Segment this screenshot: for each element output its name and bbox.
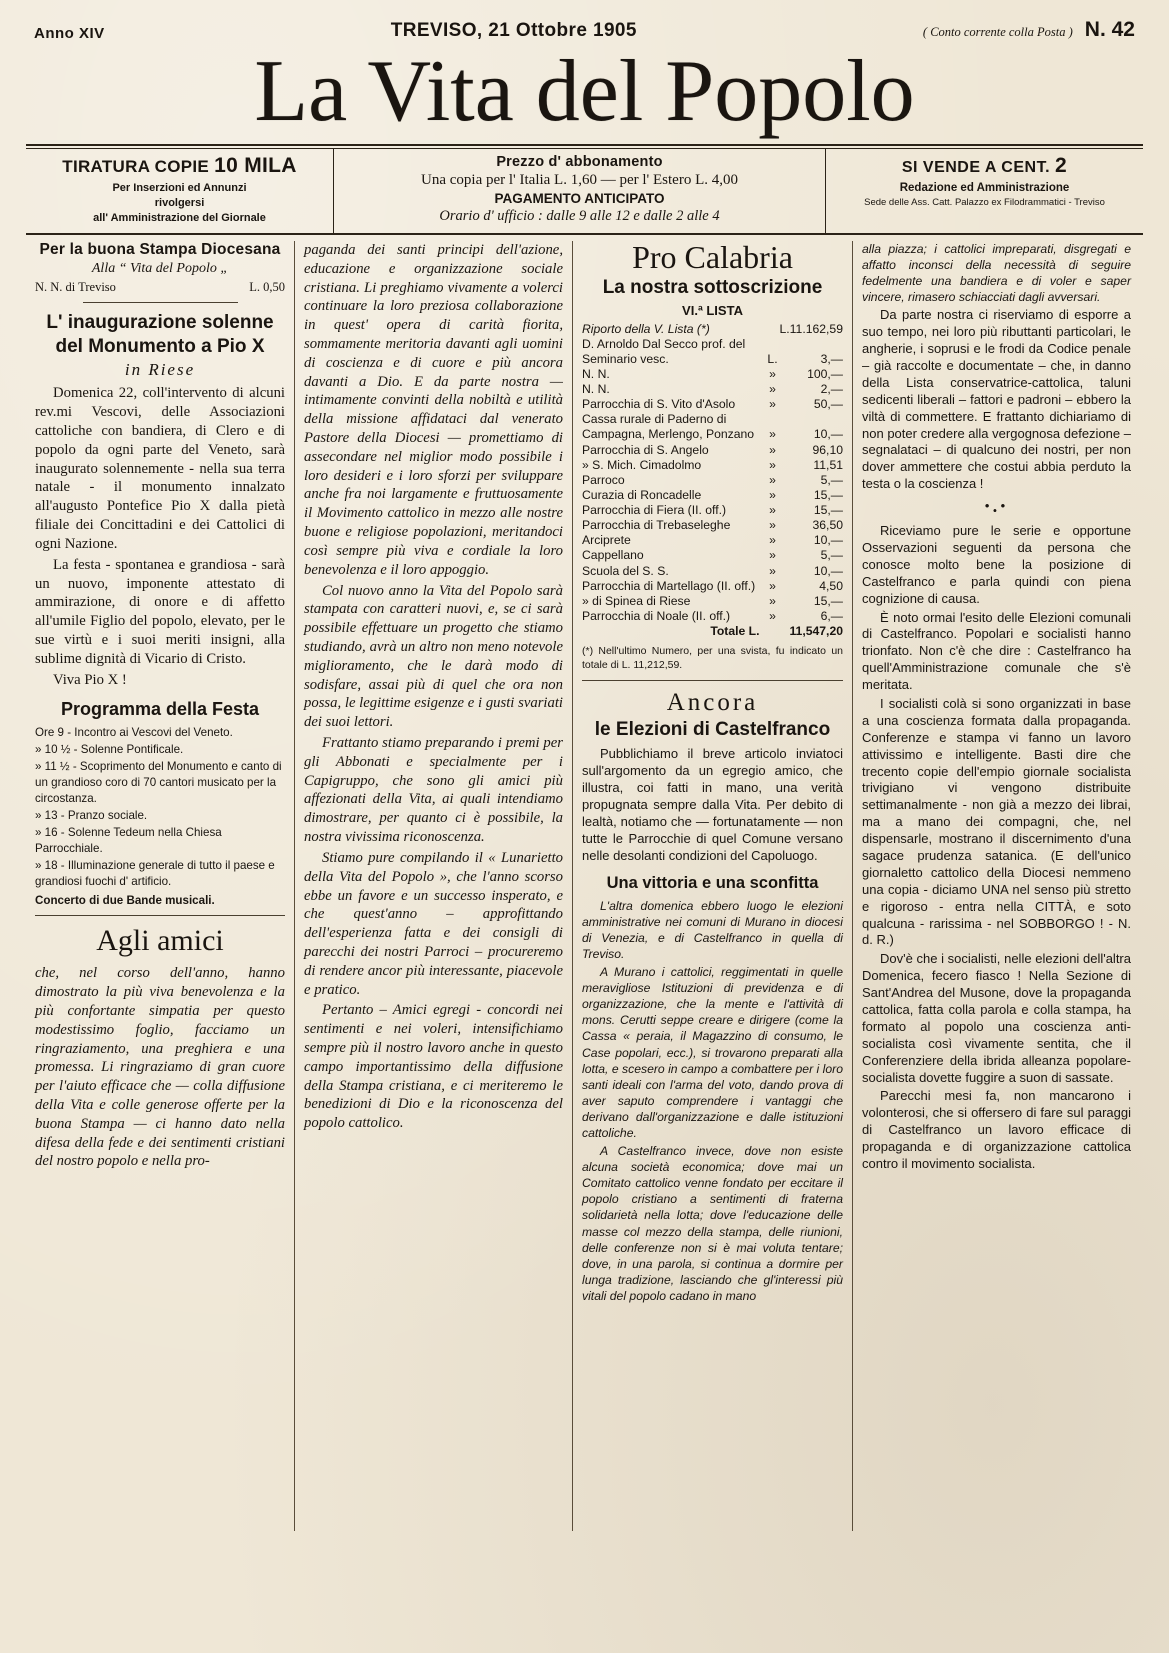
- col2-paragraph-3: Frattanto stiamo preparando i premi per gli Abbonati e specialmente per i Capigruppo, che sono gli amici più affezionati della Vita, ai quali intendiamo dimostrare, per quanto ci è possibile, la nostra vivissima riconoscenza.: [304, 735, 563, 846]
- amount: 3,—: [820, 351, 843, 366]
- column-1: [26, 241, 294, 1531]
- pro-calabria-title: Pro Calabria: [632, 238, 793, 275]
- agli-amici-paragraph-1: che, nel corso dell'anno, hanno dimostrato la più viva benevolenza e la più confortante simpatia per questo modestissimo foglio, facciamo un ringraziamento, una preghiera e una promessa. Li ringraziamo di gran cuore per l'aiuto efficace che — colla diffusione della Vita e colle generose offerte per la buona Stampa — ci hanno dato nella difesa della fede e dei sentimenti cristiani del nostro popolo e nella pro-: [35, 965, 285, 1170]
- donor-name: Parroco: [582, 472, 625, 487]
- vittoria-paragraph-1: L'altra domenica ebbero luogo le elezioni amministrative nei comuni di Murano in diocesi di Venezia, e di Castelfranco in quella di Treviso.: [582, 898, 843, 961]
- currency: »: [769, 578, 776, 593]
- vittoria-paragraph-2: A Murano i cattolici, reggimentati in quelle meravigliose Istituzioni di previdenza e di organizzazione, che la mente e l'attività di mons. Cerutti seppe creare e dirigere (come la Cassa « peraia, il Magazzino di consumo, le Case popolari, ecc.), si trovarono preparati alla lotta, e scesero in campo a combattere per i loro santi ideali con l'arma del voto, dando prova di aver saputo comprendere i vantaggi che derivano dall'organizzazione e dalle istituzioni cattoliche.: [582, 965, 843, 1140]
- table-row: [582, 518, 843, 533]
- list-item: » 10 ½ - Solenne Pontificale.: [35, 743, 184, 757]
- subscription-title: Prezzo d' abbonamento: [496, 154, 663, 171]
- list-number-label: VI.ª LISTA: [682, 302, 743, 318]
- monument-headline-1: L' inaugurazione solenne: [46, 311, 274, 333]
- donor-name: Parrocchia di Trebaseleghe: [582, 518, 731, 533]
- donor-name: Parrocchia di S. Angelo: [582, 442, 709, 457]
- circulation-value: 10 MILA: [214, 154, 297, 178]
- table-row: [582, 473, 843, 488]
- currency: »: [769, 608, 776, 623]
- col4-paragraph-4: È noto ormai l'esito delle Elezioni comunali di Castelfranco. Popolari e socialisti hanno trionfato. Non c'è che dire : Castelfranco ha quell'Amministrazione comunale che s'è meritata.: [862, 609, 1131, 693]
- table-row: [582, 488, 843, 503]
- col4-paragraph-2: Da parte nostra ci riserviamo di esporre a suo tempo, nei loro più ributtanti particolari, le angherie, i soprusi e le frodi da Codice penale – già raccolte e documentate – che, in danno della Lista conservatrice-cattolica, taluni sedicenti liberali – fattori e padroni – ebbero la viltà di commettere. E frattanto dichiariamo di non poter credere alla vergognosa defezione – segnalataci – di qualcuno dei nostri, per non dover ammettere che costui abbia perduto la testa o la coscienza !: [862, 307, 1131, 492]
- amount: 15,—: [813, 503, 843, 518]
- circulation-label: TIRATURA COPIE: [62, 157, 210, 177]
- divider: [35, 915, 285, 916]
- table-row: [582, 533, 843, 548]
- amount: 50,—: [813, 397, 843, 412]
- subscription-prices: Una copia per l' Italia L. 1,60 — per l' Estero L. 4,00: [421, 172, 738, 189]
- currency: »: [769, 503, 776, 518]
- elezioni-intro: Pubblichiamo il breve articolo inviatoci sull'argomento da un egregio amico, che illustra, coi fatti in mano, una verità propugnata sempre dalla Vita. Per debito di lealtà, notiamo che — fortunatamente — non tutte le Parrocchie di quel Comune versano nelle desolanti condizioni del Capoluogo.: [582, 746, 843, 863]
- table-row: [582, 503, 843, 518]
- donor-name: Parrocchia di Fiera (II. off.): [582, 503, 727, 518]
- donor-name: N. N.: [582, 382, 610, 397]
- currency: »: [769, 472, 776, 487]
- amount: 2,—: [820, 382, 843, 397]
- donor-name: N. N. di Treviso: [35, 279, 116, 294]
- donor-name: Curazia di Roncadelle: [582, 487, 702, 502]
- editorial-office-label: Redazione ed Amministrazione: [899, 182, 1070, 195]
- monument-paragraph-2: La festa - spontanea e grandiosa - sarà un nuovo, imponente attestato di ammirazione, di onore e di affetto all'umile Figlio del popolo, elevato, per le sue virtù e i suoi meriti insigni, alla sublime dignità di Vicario di Cristo.: [35, 556, 285, 667]
- currency: L.: [767, 351, 778, 366]
- donations-table: [582, 322, 843, 640]
- currency: »: [769, 533, 776, 548]
- amount: 10,—: [813, 533, 843, 548]
- section-separator-dots: $•_••$: [984, 499, 1009, 519]
- total-amount: 11,547,20: [789, 624, 843, 639]
- divider: [83, 302, 238, 303]
- list-item: » 13 - Pranzo sociale.: [35, 809, 148, 823]
- col4-paragraph-1: alla piazza; i cattolici impreparati, disgregati e affatto inconsci della necessità di seguire fedelmente una bandiera e di voler e saper vincere, rimasero schiacciati dagli avversari.: [862, 241, 1131, 305]
- infobar-circulation: [26, 149, 334, 233]
- agli-amici-title: Agli amici: [96, 924, 224, 958]
- page-title: La Vita del Popolo: [254, 43, 915, 140]
- amount: 15,—: [813, 487, 843, 502]
- currency: »: [769, 518, 776, 533]
- col2-paragraph-2: Col nuovo anno la Vita del Popolo sarà stampata con caratteri nuovi, e, se ci sarà possibile effettuare un progetto che stiamo studiando, avrà un altro non meno notevole miglioramento, che le darà modo di sodisfare, assai più di quel che ora non possa, le legittime esigenze e i gusti svariati dei suoi lettori.: [304, 582, 563, 731]
- table-row: [582, 367, 843, 382]
- masthead-place-date: TREVISO, 21 Ottobre 1905: [390, 20, 637, 41]
- table-footnote: (*) Nell'ultimo Numero, per una svista, fu indicato un totale di L. 11,212,59.: [582, 645, 843, 671]
- donor-name: » S. Mich. Cimadolmo: [582, 457, 702, 472]
- list-item: » 16 - Solenne Tedeum nella Chiesa Parrocchiale.: [35, 826, 222, 856]
- amount: 15,—: [813, 593, 843, 608]
- donor-name: Arciprete: [582, 533, 631, 548]
- col4-paragraph-3: Riceviamo pure le serie e opportune Osservazioni seguenti da persona che conosce molto bene la posizione di Castelfranco e parla quindi con piena cognizione di causa.: [862, 523, 1131, 606]
- ads-line2: rivolgersi: [154, 197, 205, 210]
- article-columns: [26, 238, 1143, 1531]
- table-total-row: [582, 624, 843, 639]
- vittoria-sconfitta-headline: Una vittoria e una sconfitta: [606, 873, 819, 892]
- currency: »: [769, 382, 776, 397]
- masthead-anno: Anno XIV: [34, 25, 105, 42]
- subscription-drive-title: La nostra sottoscrizione: [602, 276, 823, 298]
- table-row: [582, 443, 843, 458]
- list-item: » 18 - Illuminazione generale di tutto il paese e grandiosi fuochi d' artificio.: [35, 859, 275, 889]
- office-hours: Orario d' ufficio : dalle 9 alle 12 e dalle 2 alle 4: [439, 208, 720, 225]
- currency: »: [769, 427, 776, 442]
- amount: 10,—: [813, 427, 843, 442]
- currency: »: [769, 563, 776, 578]
- donor-name: Riporto della V. Lista (*): [582, 321, 710, 336]
- infobar-subscription: [334, 149, 826, 233]
- col4-paragraph-7: Parecchi mesi fa, non mancarono i volonterosi, che si offersero di fare sul paraggi di Castelfranco un lavoro efficace di propaganda e di organizzazione cattolica contro il movimento socialista.: [862, 1088, 1131, 1172]
- currency: [766, 322, 780, 337]
- currency: »: [769, 548, 776, 563]
- column-2: [294, 241, 572, 1531]
- donor-name: Parrocchia di Martellago (II. off.): [582, 578, 756, 593]
- ads-line3: all' Amministrazione del Giornale: [93, 212, 266, 225]
- masthead-rule: [26, 144, 1143, 146]
- table-row: [582, 609, 843, 624]
- col2-paragraph-1: paganda dei santi principi dell'azione, educazione e organizzazione sociale cristiana. Li preghiamo vivamente a volerci continuare la loro preziosa collaborazione in quest' opera di carità fiorita, sommamente meritoria davanti agli uomini di coscienza e di cuore e più ancora davanti a Dio. E da parte nostra — intimamente convinti della nobiltà e utilità della missione affidataci dal venerato Pastore della Diocesi — promettiamo di assecondare nel miglior modo possibile i loro desideri e i loro sforzi per sviluppare anche fra noi largamente e fruttuosamente il Movimento cattolico in mezzo alle nostre buone e religiose popolazioni, meritandoci così sempre più viva e cordiale la loro benevolenza e il loro appoggio.: [304, 241, 563, 578]
- program-title: Programma della Festa: [60, 699, 260, 720]
- col4-paragraph-5: I socialisti colà si sono organizzati in base a una coscienza formata dalla propaganda. Conferenze e stampa vi fanno un lavoro attivissimo e intelligente. Basti dire che trecento copie dell'empio giornale socialista trivigiano vi vengono distribuite settimanalmente - non già a mezzo dei librai, ma a mano dei compagni, che, nel dispensarle, mostrano il discernimento d'una sagace prudenza satanica. (E dell'unico giornaletto cattolico della Diocesi nemmeno una copia - diciamo UNA nel senso più stretto e rigoroso - entra nella CITTÀ, e soto qualcuna - rarissima - nel SOBBORGO ! - N. d. R.): [862, 696, 1131, 948]
- column-3: [572, 238, 852, 1531]
- list-item: » 11 ½ - Scoprimento del Monumento e canto di un grandioso coro di 70 cantori musicato per la circostanza.: [35, 760, 282, 806]
- masthead-conto-corrente: ( Conto corrente colla Posta ): [922, 25, 1073, 39]
- amount: 6,—: [820, 608, 843, 623]
- program-list: [35, 725, 285, 890]
- price-value: 2: [1054, 154, 1068, 178]
- currency: »: [769, 442, 776, 457]
- divider: [582, 680, 843, 681]
- col2-paragraph-5: Pertanto – Amici egregi - concordi nei sentimenti e nei voleri, intensifichiamo sempre più il nostro lavoro anche in questo campo importantissimo della diffusione della Stampa cristiana, e ci meriteremo le benedizioni di Dio e la riconoscenza del popolo cattolico.: [304, 1002, 563, 1132]
- currency: »: [769, 366, 776, 381]
- list-item: Ore 9 - Incontro ai Vescovi del Veneto.: [35, 726, 233, 740]
- donor-name: N. N.: [582, 366, 610, 381]
- monument-headline-2: del Monumento a Pio X: [55, 335, 265, 357]
- infobar-price: [826, 149, 1143, 233]
- amount: 96,10: [812, 442, 843, 457]
- editorial-office-address: Sede delle Ass. Catt. Palazzo ex Filodrammatici - Treviso: [864, 197, 1105, 209]
- amount: 10,—: [813, 563, 843, 578]
- table-row: [582, 397, 843, 412]
- price-label: SI VENDE A CENT.: [901, 159, 1051, 177]
- donor-name: Parrocchia di S. Vito d'Asolo: [582, 397, 736, 412]
- table-row: [582, 412, 843, 442]
- donation-line: [35, 280, 285, 295]
- donor-name: » di Spinea di Riese: [582, 593, 691, 608]
- ads-line1: Per Inserzioni ed Annunzi: [112, 182, 247, 195]
- column-4: [852, 241, 1140, 1531]
- amount: 36,50: [812, 518, 843, 533]
- amount: 4,50: [819, 578, 843, 593]
- monument-paragraph-3: Viva Pio X !: [53, 671, 127, 688]
- table-row: [582, 594, 843, 609]
- amount: 5,—: [820, 548, 843, 563]
- currency: »: [769, 487, 776, 502]
- table-row: [582, 458, 843, 473]
- monument-paragraph-1: Domenica 22, coll'intervento di alcuni rev.mi Vescovi, delle Associazioni cattoliche con bandiera, di Clero e di popolo da ogni parte del Veneto, sarà inaugurato solennemente - nella sua terra natale - il monumento innalzato all'augusto Pontefice Pio X dalla pietà filiale dei Concittadini e dei Cattolici di ogni Nazione.: [35, 385, 285, 552]
- stampa-diocesana-subtitle: Alla “ Vita del Popolo „: [91, 260, 229, 276]
- vittoria-paragraph-3: A Castelfranco invece, dove non esiste alcuna società economica; dove mai un Comitato cattolico venne fondato per eccitare il popolo cristiano a sentimenti di fraterna solidarietà nella lotta; dove l'educazione delle masse col mezzo della stampa, delle riunioni, delle conferenze non si è mai voluta tentare; dove, in una parola, si continua a dormire per lunga tradizione, lasciando che gl'interessi più vitali del popolo cadano in mano: [582, 1144, 843, 1303]
- amount: 100,—: [807, 366, 843, 381]
- masthead-infobar: [26, 148, 1143, 235]
- stampa-diocesana-title: Per la buona Stampa Diocesana: [39, 240, 281, 258]
- currency: »: [769, 397, 776, 412]
- masthead-issue-number: N. 42: [1084, 18, 1135, 41]
- donor-name: D. Arnoldo Dal Secco prof. del Seminario vesc.: [582, 336, 746, 366]
- table-row: [582, 382, 843, 397]
- amount: L.11.162,59: [779, 321, 843, 336]
- table-row: [582, 322, 843, 337]
- monument-headline-3: in Riese: [124, 360, 196, 380]
- subscription-payment: PAGAMENTO ANTICIPATO: [494, 191, 665, 207]
- donor-name: Cassa rurale di Paderno di Campagna, Merlengo, Ponzano: [582, 412, 755, 442]
- donor-name: Parrocchia di Noale (II. off.): [582, 608, 731, 623]
- donor-name: Scuola del S. S.: [582, 563, 669, 578]
- currency: »: [769, 593, 776, 608]
- ancora-title: Ancora: [666, 689, 759, 717]
- table-row: [582, 579, 843, 594]
- total-label: Totale L.: [710, 624, 760, 639]
- table-row: [582, 564, 843, 579]
- col2-paragraph-4: Stiamo pure compilando il « Lunarietto della Vita del Popolo », che l'anno scorso ebbe un favore e un successo insperato, e che quest'anno – approfittando dell'esperienza fatta e dei consigli di parecchi dei nostri Parroci – procureremo di rendere ancor più interessante, piacevole e pratico.: [304, 849, 563, 998]
- amount: 11,51: [813, 457, 843, 472]
- donor-name: Cappellano: [582, 548, 644, 563]
- donor-amount: L. 0,50: [249, 279, 285, 294]
- masthead-top: [26, 18, 1143, 42]
- table-row: [582, 337, 843, 367]
- amount: 5,—: [820, 472, 843, 487]
- elezioni-headline: le Elezioni di Castelfranco: [594, 719, 831, 741]
- currency: »: [769, 457, 776, 472]
- col4-paragraph-6: Dov'è che i socialisti, nelle elezioni dell'altra Domenica, fecero fiasco ! Nella Sezione di Sant'Andrea del Musone, dove la propaganda cattolica, fatta colla parola e colla stampa, ha formato al popolo una coscienza anti-socialista così vivamente sentita, che il Conferenziere della ibrida alleanza popolare-socialista dovette fuggire a suon di sassate.: [862, 951, 1131, 1085]
- program-footer: Concerto di due Bande musicali.: [35, 894, 215, 908]
- table-row: [582, 548, 843, 563]
